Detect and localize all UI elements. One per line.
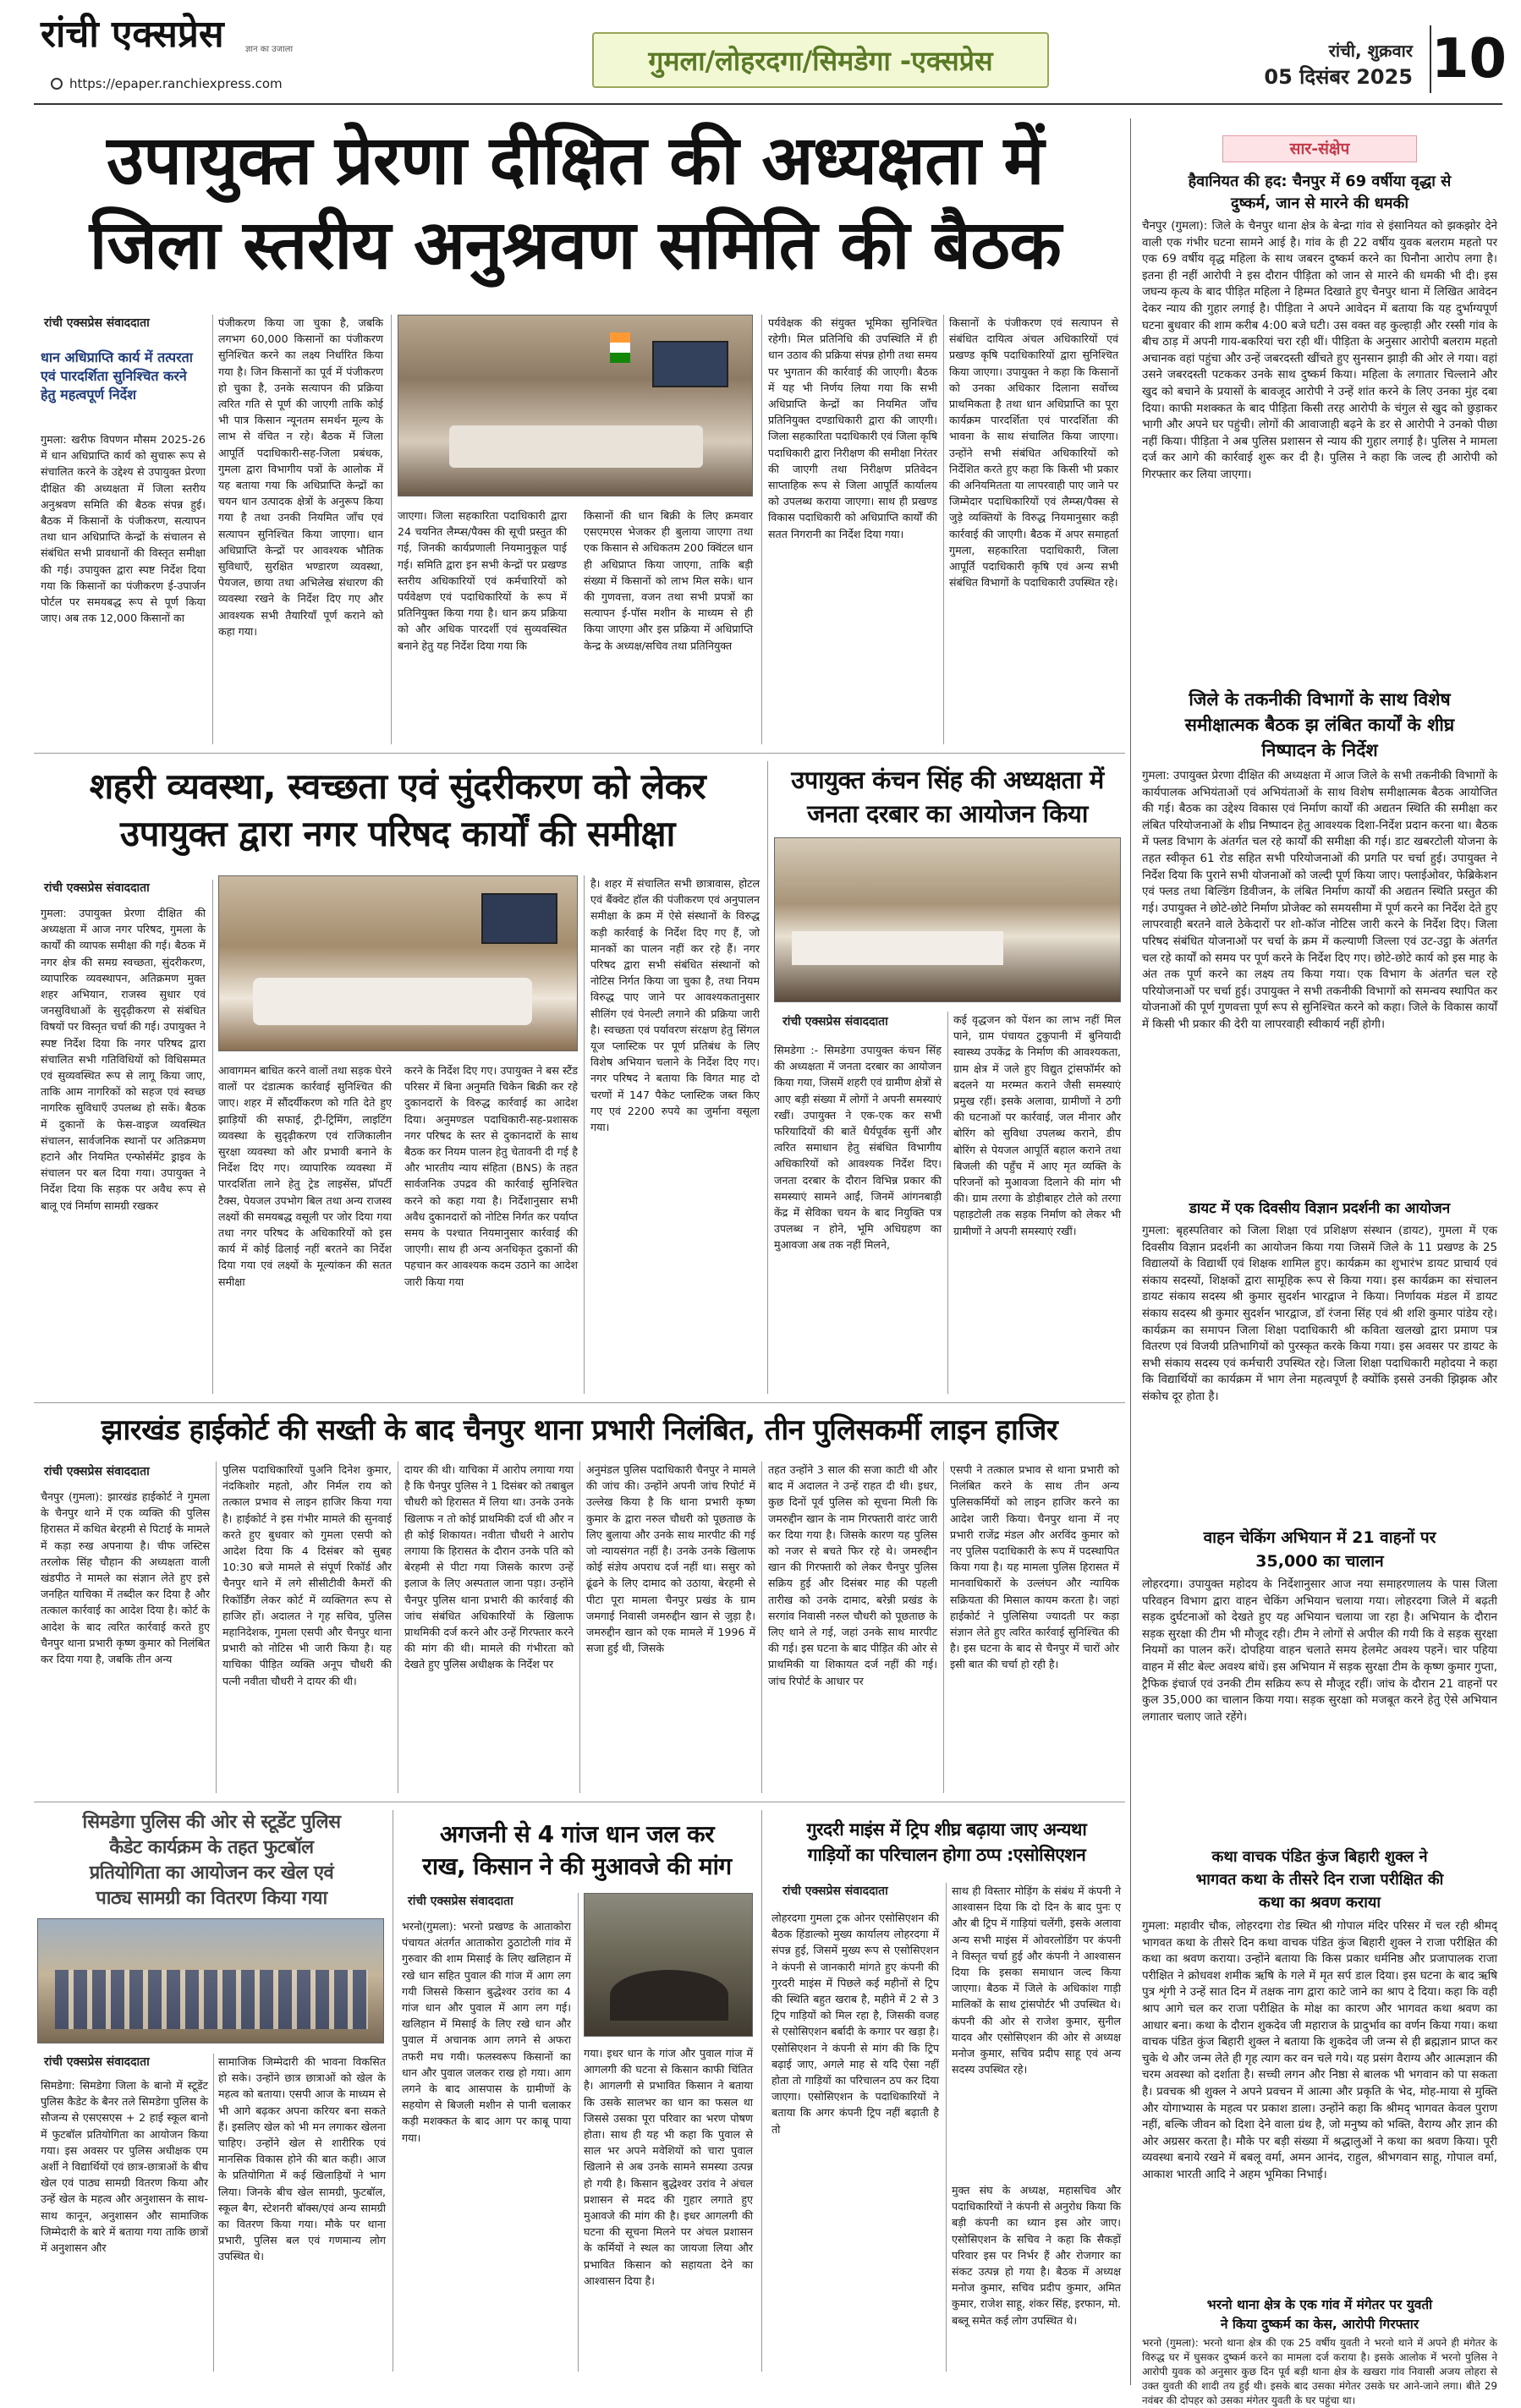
col-divider xyxy=(761,1462,762,1793)
story1-col1: गुमला: खरीफ विपणन मौसम 2025-26 में धान अधिप्राप्ति कार्य को सुचारू रूप से संचालित करने के उद्देश्य से उपायुक्त प्रेरणा दीक्षित की अध्यक्षता में जिला स्तरीय अनुश्रवण समिति की बैठक संपन्न हुई। बैठक में किसानों के पंजीकरण, सत्यापन तथा धान अधिप्राप्ति केन्द्रों के संचालन से संबंधित सभी प्रावधानों की विस्तृत समीक्षा की गई। उपायुक्त द्वारा स्पष्ट निर्देश दिया गया कि किसानों का पंजीकरण ई-उपार्जन पोर्टल पर समयबद्ध रूप से पूर्ण किया जाए। अब तक 12,000 किसानों का xyxy=(41,433,206,625)
masthead-rule xyxy=(34,103,1502,105)
sidebar-n4-headline-line1: वाहन चेकिंग अभियान में 21 वाहनों पर xyxy=(1203,1528,1436,1547)
col-divider xyxy=(947,1012,948,1394)
meeting-table-shape xyxy=(449,425,703,468)
story6-headline xyxy=(399,1818,755,1883)
sidebar-n5-headline-line1: कथा वाचक पंडित कुंज बिहारी शुक्ल ने xyxy=(1211,1848,1428,1866)
section-rule xyxy=(34,753,1125,754)
story2-col1: गुमला: उपायुक्त प्रेरणा दीक्षित की अध्यक्षता में आज नगर परिषद, गुमला के कार्यों की व्यापक समीक्षा की गई। बैठक में नगर क्षेत्र की समग्र स्वच्छता, सुंदरीकरण, व्यापारिक व्यवस्थापन, अतिक्रमण मुक्त शहर अभियान, राजस्व सुधार एवं जनसुविधाओं के सुदृढ़ीकरण से संबंधित विषयों पर विस्तृत चर्चा की गई। उपायुक्त ने स्पष्ट निर्देश दिया कि नगर परिषद द्वारा संचालित सभी गतिविधियों को विधिसम्मत एवं सुव्यवस्थित रूप से लागू किया जाए, ताकि आम नागरिकों को सहज एवं स्वच्छ नागरिक सुविधाएँ उपलब्ध हो सकें। बैठक में दुकानों के फेस-वाइज व्यवस्थित संचालन, सार्वजनिक स्थानों पर अतिक्रमण हटाने और नियमित एन्फोर्समेंट ड्राइव के संचालन पर बल दिया गया। उपायुक्त ने निर्देश दिया कि सड़क पर अवैध रूप से बालू एवं निर्माण सामग्री रखकर xyxy=(41,907,206,1212)
story5-photo xyxy=(37,1918,384,2043)
masthead xyxy=(0,0,1521,101)
col-divider xyxy=(946,1883,947,2372)
sidebar-n4-body: लोहरदगा। उपायुक्त महोदय के निर्देशानुसार आज नया समाहरणालय के पास जिला परिवहन विभाग द्वारा वाहन चेकिंग अभियान चलाया गया। लोहरदगा जिले में बढ़ती सड़क दुर्घटनाओं को देखते हुए यह अभियान चलाया जा रहा है। अभियान के दौरान सड़क सुरक्षा की टीम भी मौजूद रही। टीम ने लोगों से अपील की गयी कि वे सड़क सुरक्षा नियमों का पालन करें। दोपहिया वाहन चलाते समय हेलमेट अवश्य पहनें। चार पहिया वाहन में सीट बेल्ट अवश्य बांधें। इस अभियान में सड़क सुरक्षा टीम के कृष्ण कुमार गुप्ता, ट्रैफिक इंचार्ज एवं उनकी टीम सक्रिय रूप से मौजूद रहीं। जांच के दौरान 21 वाहनों पर कुल 35,000 का चालान किया गया। सड़क सुरक्षा को मजबूत करने हेतु ऐसे अभियान लगातार चलाए जाते रहेंगे। xyxy=(1142,1578,1497,1724)
story4-col1: चैनपुर (गुमला): झारखंड हाईकोर्ट ने गुमला के चैनपुर थाने में एक व्यक्ति की पुलिस हिरासत में कथित बेरहमी से पिटाई के मामले में कड़ा रुख अपनाया है। चीफ जस्टिस तरलोक सिंह चौहान की अध्यक्षता वाली खंडपीठ ने मामले का संज्ञान लेते हुए इसे जनहित याचिका में तब्दील कर दिया है और तत्काल कार्रवाई का आदेश दिया है। कोर्ट के आदेश के बाद त्वरित कार्रवाई करते हुए चैनपुर थाना प्रभारी कृष्ण कुमार को निलंबित कर दिया गया है, जबकि तीन अन्य xyxy=(41,1490,210,1666)
sidebar-n3-headline: डायट में एक दिवसीय विज्ञान प्रदर्शनी का आयोजन xyxy=(1189,1200,1451,1217)
sidebar-n6-body: भरनो (गुमला): भरनो थाना क्षेत्र की एक 25 वर्षीय युवती ने भरनो थाने में अपने ही मंगेतर के विरुद्ध घर में घुसकर दुष्कर्म करने का मामला दर्ज कराया है। इसके आलोक में भरनो पुलिस ने आरोपी युवक को अनुसार कुछ दिन पूर्व बड़ी थाना क्षेत्र के खखरा गांव निवासी अजय लोहरा से उक्त युवती की शादी तय हुई थी। इसके बाद उसका मंगेतर उसके घर आने-जाने लगा। बीते 29 नवंबर की दोपहर को उसका मंगेतर युवती के घर पहुंचा था। xyxy=(1142,2337,1497,2406)
story7-col1: लोहरदगा गुमला ट्रक ओनर एसोसिएशन की बैठक हिंडाल्को मुख्य कार्यालय लोहरदगा में संपन्न हुई, जिसमें मुख्य रूप से एसोसिएशन ने कंपनी से जानकारी मांगते हुए कंपनी की गुरदरी माइंस में पिछले कई महीनों से ट्रिप की स्थिति बहुत खराब है, महीने में 2 से 3 ट्रिप गाड़ियों को मिल रहा है, जिसकी वजह से एसोसिएशन बर्बादी के कगार पर खड़ा है। एसोसिएशन ने कंपनी से मांग की कि ट्रिप बढ़ाई जाए, अगले माह से यदि ऐसा नहीं होता तो गाड़ियों का परिचालन ठप कर दिया जाएगा। एसोसिएशन के पदाधिकारियों ने बताया कि अगर कंपनी ट्रिप नहीं बढ़ाती है तो xyxy=(771,1912,939,2136)
story2-photo xyxy=(218,875,578,1051)
sidebar-n6-headline-line1: भरनो थाना क्षेत्र के एक गांव में मंगेतर पर युवती xyxy=(1206,2297,1433,2312)
col-divider xyxy=(213,2054,214,2372)
story3-headline-line2: जनता दरबार का आयोजन किया xyxy=(807,799,1088,828)
story3-col1: सिमडेगा :- सिमडेगा उपायुक्त कंचन सिंह की अध्यक्षता में जनता दरबार का आयोजन किया गया, जिसमें शहरी एवं ग्रामीण क्षेत्रों से आए बड़ी संख्या में लोगों ने अपनी समस्याएं रखीं। उपायुक्त ने एक-एक कर सभी फरियादियों की बातें धैर्यपूर्वक सुनीं और त्वरित समाधान हेतु संबंधित विभागीय अधिकारियों को आवश्यक निर्देश दिए। जनता दरबार के दौरान विभिन्न प्रकार की समस्याएं सामने आईं, जिनमें आंगनबाड़ी केंद्र में सेविका चयन के बाद नियुक्ति पत्र उपलब्ध न होने, भूमि अधिग्रहण का मुआवजा अब तक नहीं मिलने, xyxy=(774,1044,942,1252)
city-day: रांची, शुक्रवार xyxy=(1328,41,1413,61)
col-divider xyxy=(943,1462,944,1793)
page-number: 10 xyxy=(1430,25,1502,93)
story1-photo xyxy=(398,315,753,496)
sidebar-n6-headline xyxy=(1138,2296,1502,2334)
story4-col6: एसपी ने तत्काल प्रभाव से थाना प्रभारी को निलंबित करने के साथ तीन अन्य पुलिसकर्मियों को लाइन हाजिर करने का आदेश जारी किया। चैनपुर थाना में नए प्रभारी राजेंद्र मंडल और अरविंद कुमार को नए पुलिस पदाधिकारी के रूप में पदस्थापित किया गया है। यह मामला पुलिस हिरासत में मानवाधिकारों के उल्लंघन और न्यायिक सक्रियता की मिसाल कायम करता है। जहां हाईकोर्ट ने पुलिसिया ज्यादती पर कड़ा संज्ञान लेते हुए त्वरित कार्रवाई सुनिश्चित की है। इस घटना के बाद से चैनपुर में चारों ओर इसी बात की चर्चा हो रही है। xyxy=(950,1463,1119,1671)
screen-shape xyxy=(481,893,557,944)
col-divider xyxy=(216,1462,217,1793)
story6-photo xyxy=(584,1893,753,2037)
sidebar-n1-body: चैनपुर (गुमला): जिले के चैनपुर थाना क्षेत्र के बेन्द्रा गांव से इंसानियत को झकझोर देने वाली एक गंभीर घटना सामने आई है। गांव के ही 22 वर्षीय युवक बलराम महतो पर एक 69 वर्षीय वृद्ध महिला के साथ जबरन दुष्कर्म करने का घिनौना आरोप लगा है। इतना ही नहीं आरोपी ने इस दौरान पीड़िता को जान से मारने की धमकी भी दी। इस जघन्य कृत्य के बाद पीड़ित महिला ने हिम्मत दिखाते हुए चैनपुर थाना में लिखित आवेदन देकर न्याय की गुहार लगाई है। पीड़िता ने अपने आवेदन में बताया कि यह दुर्भाग्यपूर्ण घटना बुधवार की शाम करीब 4:00 बजे घटी। उस वक्त वह कुल्हाड़ी और रस्सी गांव के बीच ठाड़ में अपनी गाय-बकरियां चरा रही थीं। पीड़िता के अनुसार आरोपी बलराम महतो अचानक वहां पहुंचा और उन्हें जबरदस्ती खींचते हुए सुनसान झाड़ी की ओर ले गया। वहां उसने जबरदस्ती पटककर उनके साथ दुष्कर्म किया। महिला के लगातार चिल्लाने और खुद को बचाने के प्रयासों के बावजूद आरोपी ने उन्हें शांत करने के लिए उनका मुंह दबा दिया। काफी मशक्कत के बाद पीड़िता किसी तरह आरोपी के चंगुल से खुद को छुड़ाकर भागी और अपने घर पहुंची। लोगों की आवाजाही बढ़ने के डर से आरोपी ने उनको पीछा नहीं किया। पीड़िता ने अब पुलिस प्रशासन से न्याय की गुहार लगाई है। पुलिस ने मामला दर्ज कर आगे की कार्रवाई शुरू कर दी है। पुलिस ने कहा कि जल्द ही आरोपी को गिरफ्तार कर लिया जाएगा। xyxy=(1142,220,1497,481)
story4-col5: तहत उन्होंने 3 साल की सजा काटी थी और बाद में अदालत ने उन्हें राहत दी थी। इधर, कुछ दिनों पूर्व पुलिस को सूचना मिली कि जमरुद्दीन खान के नाम गिरफ्तारी वारंट जारी कर दिया गया है। जिसके कारण यह पुलिस को नजर से बचते फिर रहे थे। जमरुद्दीन खान की गिरफ्तारी को लेकर चैनपुर पुलिस सक्रिय हुई और दिसंबर माह की पहली तारीख को उनके दामाद, बरेन्नी प्रखंड के सरगांव निवासी नरुल चौधरी को पूछताछ के लिए थाने ले गई, जहां उनके साथ मारपीट की गई। इस घटना के बाद पीड़ित की ओर से प्राथमिकी या शिकायत दर्ज नहीं की गई। जांच रिपोर्ट के आधार पर xyxy=(768,1463,937,1687)
story2-byline: रांची एक्सप्रेस संवाददाता xyxy=(44,881,150,895)
flag-shape xyxy=(610,332,630,363)
sidebar-n2-headline-line3: निष्पादन के निर्देश xyxy=(1261,740,1378,760)
sidebar-n2-headline-line2: समीक्षात्मक बैठक झ लंबित कार्यों के शीघ्र xyxy=(1184,715,1455,735)
col-divider xyxy=(391,315,392,744)
story6-col2: गया। इधर धान के गांज और पुवाल गांज में आगलगी की घटना से किसान काफी चिंतित है। आगलगी से प्रभावित किसान ने बताया कि उसके सालभर का धान का फसल था जिससे उसका पूरा परिवार का भरण पोषण होता। साथ ही यह भी कहा कि पुवाल से साल भर अपने मवेशियों को चारा पुवाल खिलाने से अब उनके सामने समस्या उत्पन्न हो गयी है। किसान बुद्धेश्वर उरांव ने अंचल प्रशासन से मदद की गुहार लगाते हुए मुआवजे की मांग की है। इधर आगलगी की घटना की सूचना मिलने पर अंचल प्रशासन के कर्मियों ने स्थल का जायजा लिया और प्रभावित किसान को सहायता देने का आश्वासन दिया है। xyxy=(584,2047,753,2287)
story4-col3: दायर की थी। याचिका में आरोप लगाया गया है कि चैनपुर पुलिस ने 1 दिसंबर को तबाबुल चौधरी को हिरासत में लिया था। उनके उनके खिलाफ न तो कोई प्राथमिकी दर्ज थी और न ही कोई शिकायत। नवीता चौधरी ने आरोप लगाया कि हिरासत के दौरान उनके पति को बेरहमी से पीटा गया जिसके कारण उन्हें इलाज के लिए अस्पताल जाना पड़ा। उन्होंने चैनपुर पुलिस थाना प्रभारी की कार्रवाई की जांच संबंधित अधिकारियों के खिलाफ प्राथमिकी दर्ज करने और उन्हें गिरफ्तार करने की मांग की थी। मामले की गंभीरता को देखते हुए पुलिस अधीक्षक के निर्देश पर xyxy=(404,1463,574,1671)
story3-col2: कई वृद्धजन को पेंशन का लाभ नहीं मिल पाने, ग्राम पंचायत टुकुपानी में बुनियादी स्वास्थ्य उपकेंद्र के निर्माण की आवश्यकता, ग्राम क्षेत्र में जले हुए विद्युत ट्रांसफॉर्मर को बदलने या मरम्मत कराने जैसी समस्याएं प्रमुख रहीं। इसके अलावा, ग्रामीणों ने ठगी की घटनाओं पर कार्रवाई, जल मीनार और बोरिंग को सुविधा उपलब्ध कराने, डीप बोरिंग से पेयजल आपूर्ति बहाल कराने तथा बिजली की पहुँच में आए मृत व्यक्ति के परिजनों को मुआवजा दिलाने की मांग भी की। ग्राम तरगा के डोड़ीबाहर टोले को तरगा पहाड़टोली तक सड़क निर्माण को लेकर भी ग्रामीणों ने अपनी समस्याएं रखीं। xyxy=(953,1013,1121,1237)
story1-subhead: धान अधिप्राप्ति कार्य में तत्परता एवं पारदर्शिता सुनिश्चित करने हेतु महत्वपूर्ण निर्देश xyxy=(41,349,193,403)
col-divider xyxy=(212,315,213,744)
sidebar-n2-body: गुमला: उपायुक्त प्रेरणा दीक्षित की अध्यक्षता में आज जिले के सभी तकनीकी विभागों के कार्यपालक अभियंताओं एवं अभियंताओं के साथ विशेष समीक्षात्मक बैठक आयोजित की गई। बैठक का उद्देश्य विकास एवं निर्माण कार्यों की अद्यतन स्थिति की समीक्षा कर लंबित परियोजनाओं के शीघ्र निष्पादन हेतु आवश्यक दिशा-निर्देश प्रदान करना था। बैठक में फ्लड विभाग के अंतर्गत चल रहे कार्यों की समीक्षा की गई। डाट खबरटोली योजना के तहत स्वीकृत 61 रोड सहित सभी परियोजनाओं की प्रगति पर चर्चा हुई। उपायुक्त ने निर्देश दिया कि पुराने सभी योजनाओं को जल्दी पूर्ण किया जाए। फ्लाईओवर, फेब्रिकेशन एवं फ्लड तथा बिल्डिंग डिवीजन, के लंबित निर्माण कार्यों की अद्यतन स्थिति प्रस्तुत की गई। उपायुक्त ने छोटे-छोटे निर्माण प्रोजेक्ट को समयसीमा में पूर्ण करने का निर्देश देते हुए लापरवाही बरतने वाले ठेकेदारों पर शो-कॉज नोटिस जारी करने के निर्देश दिए। जिला परिषद संबंधित योजनाओं पर चर्चा के क्रम में कल्याणी जिल्ला एवं उट-उट्ठा के अंतर्गत चल रहे कार्यों को समय पर पूर्ण करने के निर्देश दिए गए। छोटे-छोटे कार्य को इस माह के अंत तक पूर्ण करने का लक्ष्य तय किया गया। एक विभाग के अंतर्गत चल रहे परियोजनाओं पर चर्चा हुई। उपायुक्त ने सभी तकनीकी विभागों को समन्वय स्थापित कर योजनाओं की पूर्ण गुणवत्ता पूर्ण रूप से सुनिश्चित करने को कहा। जिले के विकास कार्यों में किसी भी प्रकार की देरी या लापरवाही स्वीकार्य नहीं होगी। xyxy=(1142,770,1497,1031)
story2-headline-line2: उपायुक्त द्वारा नगर परिषद कार्यों की समीक्षा xyxy=(120,813,675,854)
col-divider xyxy=(578,1893,579,2372)
desk-shape xyxy=(792,931,1003,965)
col-divider xyxy=(212,880,213,1394)
sidebar-n6-headline-line2: ने किया दुष्कर्म का केस, आरोपी गिरफ्तार xyxy=(1220,2317,1419,2332)
story1-col6: किसानों के पंजीकरण एवं सत्यापन से संबंधित दायित्व अंचल अधिकारियों एवं प्रखण्ड कृषि पदाधिकारियों द्वारा सुनिश्चित किया जाएगा। उपायुक्त ने कहा कि किसानों को उनका अधिकार दिलाना सर्वोच्च प्राथमिकता है तथा धान अधिप्राप्ति का पूरा कार्यक्रम पारदर्शिता एवं पारदर्शिता की भावना के साथ संचालित किया जाएगा। उन्होंने सभी संबंधित अधिकारियों को निर्देशित करते हुए कहा कि किसी भी प्रकार की अनियमितता या लापरवाही पाए जाने पर जिम्मेदार पदाधिकारियों एवं लैम्प्स/पैक्स से जुड़े व्यक्तियों के विरुद्ध नियमानुसार कड़ी कार्रवाई की जाएगी। बैठक में अपर समाहर्ता गुमला, सहकारिता पदाधिकारी, जिला आपूर्ति पदाधिकारी कृषि एवं अन्य सभी संबंधित विभागों के पदाधिकारी उपस्थित रहे। xyxy=(949,316,1118,590)
sidebar-label: सार-संक्षेप xyxy=(1222,135,1417,162)
students-group-shape xyxy=(55,1970,368,2029)
story1-col4: किसानों की धान बिक्री के लिए क्रमवार एसएमएस भेजकर ही बुलाया जाएगा तथा एक किसान से अधिकतम 200 क्विंटल धान ही अधिप्राप्त किया जाएगा, ताकि बड़ी संख्या में किसानों को लाभ मिल सके। धान की गुणवत्ता, वजन तथा सभी प्रपत्रों का सत्यापन ई-पॉस मशीन के माध्यम से ही किया जाएगा और इस प्रक्रिया में अधिप्राप्ति केन्द्र के अध्यक्ष/सचिव तथा प्रतिनियुक्त xyxy=(584,509,753,652)
sidebar-n1-headline-line2: दुष्कर्म, जान से मारने की धमकी xyxy=(1230,195,1409,212)
story7-headline-line1: गुरदरी माइंस में ट्रिप शीघ्र बढ़ाया जाए अन्यथा xyxy=(806,1819,1087,1840)
story3-photo xyxy=(774,837,1121,1002)
sidebar-n4-headline-line2: 35,000 का चालान xyxy=(1255,1552,1384,1571)
sidebar xyxy=(1138,118,1502,2406)
story5-headline-line1: सिमडेगा पुलिस की ओर से स्टूडेंट पुलिस xyxy=(82,1812,341,1833)
story5-headline-line4: पाठ्य सामग्री का वितरण किया गया xyxy=(96,1888,327,1909)
story5-col1: सिमडेगा: सिमडेगा जिला के बानो में स्टूडेंट पुलिस कैडेट के बैनर तले सिमडेगा पुलिस के सौजन्य से एसएसएस + 2 हाई स्कूल बानो में फुटबॉल प्रतियोगिता का आयोजन किया गया। इस अवसर पर पुलिस अधीक्षक एम अर्शी ने विद्यार्थियों एवं छात्र-छात्राओं के बीच खेल एवं पाठ्य सामग्री वितरण किया और उन्हें खेल के महत्व और अनुशासन के साथ-साथ कानून, अनुशासन और सामाजिक जिम्मेदारी के बारे में बताया गया ताकि छात्रों में अनुशासन और xyxy=(41,2079,208,2255)
story7-headline-line2: गाड़ियों का परिचालन होगा ठप्प :एसोसिएशन xyxy=(807,1845,1086,1865)
story5-col2: सामाजिक जिम्मेदारी की भावना विकसित हो सके। उन्होंने छात्र छात्राओं को खेल के महत्व को बताया। एसपी आज के माध्यम से भी आगे बढ़कर अपना करियर बना सकते हैं। इसलिए खेल को भी मन लगाकर खेलना चाहिए। उन्होंने खेल से शारीरिक एवं मानसिक विकास होने की बात कही। आज के प्रतियोगिता में कई खिलाड़ियों ने भाग लिया। जिनके बीच खेल सामग्री, फुटबॉल, स्कूल बैग, स्टेशनरी बॉक्स/एवं अन्य सामग्री का वितरण किया गया। मौके पर थाना प्रभारी, पुलिस बल एवं गणमान्य लोग उपस्थित थे। xyxy=(218,2055,386,2263)
paper-tagline: ज्ञान का उजाला xyxy=(245,45,294,54)
story7-col2: साथ ही विस्तार मोड़िंग के संबंध में कंपनी ने आश्वासन दिया कि दो दिन के बाद पुनः ए और बी ट्रिप में गाड़ियां चलेंगी, इसके अलावा अन्य सभी माइंस में ओवरलोडिंग पर कंपनी ने विस्तृत चर्चा हुई और कंपनी ने आश्वासन दिया कि इसका समाधान जल्द किया जाएगा। बैठक में जिले के अधिकांश गाड़ी मालिकों के साथ ट्रांसपोर्टर भी उपस्थित थे। कंपनी की ओर से राजेश कुमार, सुनील यादव और एसोसिएशन की ओर से अध्यक्ष मनोज कुमार, सचिव प्रदीप साहू एवं अन्य सदस्य उपस्थित रहे। xyxy=(952,1884,1121,2076)
sidebar-n5-headline-line3: कथा का श्रवण कराया xyxy=(1259,1894,1381,1912)
story5-byline: रांची एक्सप्रेस संवाददाता xyxy=(44,2055,150,2069)
story7-headline xyxy=(768,1817,1125,1868)
story6-headline-line2: राख, किसान ने की मुआवजे की मांग xyxy=(422,1852,732,1880)
story1-byline: रांची एक्सप्रेस संवाददाता xyxy=(44,316,150,330)
paper-logo: रांची एक्सप्रेस xyxy=(41,13,224,56)
section-banner: गुमला/लोहरदगा/सिमडेगा -एक्सप्रेस xyxy=(592,32,1049,88)
ash-heap-shape xyxy=(610,1970,728,2021)
story1-headline-line2: जिला स्तरीय अनुश्रवण समिति की बैठक xyxy=(89,206,1062,284)
sidebar-divider xyxy=(1130,118,1131,2385)
story1-col2: पंजीकरण किया जा चुका है, जबकि लगभग 60,000 किसानों का पंजीकरण सुनिश्चित करने का लक्ष्य निर्धारित किया गया है। जिन किसानों का पूर्व में पंजीकरण हो चुका है, उनके सत्यापन की प्रक्रिया त्वरित गति से पूर्ण की जाएगी ताकि कोई भी पात्र किसान न्यूनतम समर्थन मूल्य के लाभ से वंचित न रहे। बैठक में जिला आपूर्ति पदाधिकारी-सह-जिला प्रबंधक, गुमला द्वारा विभागीय पत्रों के आलोक में यह बताया गया कि अधिप्राप्ति केन्द्रों का चयन धान उत्पादक क्षेत्रों के अनुरूप किया गया है तथा उनकी नियमित जाँच एवं सत्यापन सुनिश्चित किया जाएगा। धान अधिप्राप्ति केन्द्रों पर आवश्यक भौतिक सुविधाएँ, सुरक्षित भण्डारण व्यवस्था, पेयजल, छाया तथा अभिलेख संधारण की व्यवस्था रखने के निर्देश दिए गए और आवश्यक सभी तैयारियाँ पूर्ण कराने को कहा गया। xyxy=(218,316,383,638)
story7-byline: रांची एक्सप्रेस संवाददाता xyxy=(782,1884,888,1898)
story6-headline-line1: अगजनी से 4 गांज धान जल कर xyxy=(439,1820,715,1848)
story5-headline-line3: प्रतियोगिता का आयोजन कर खेल एवं xyxy=(89,1862,334,1884)
story5-headline-line2: कैडेट कार्यक्रम के तहत फुटबॉल xyxy=(109,1837,314,1858)
story3-byline: रांची एक्सप्रेस संवाददाता xyxy=(782,1015,888,1028)
sidebar-n2-headline-line1: जिले के तकनीकी विभागों के साथ विशेष xyxy=(1189,689,1451,710)
col-divider xyxy=(767,761,768,1394)
story3-headline xyxy=(774,763,1121,831)
sidebar-n1-headline xyxy=(1138,171,1502,215)
sidebar-n5-body: गुमला: महावीर चौक, लोहरदगा रोड स्थित श्री गोपाल मंदिर परिसर में चल रही श्रीमद् भागवत कथा के तीसरे दिन कथा वाचक पंडित कुंज बिहारी शुक्ल ने राजा परीक्षित की कथा का श्रवण कराया। उन्होंने बताया कि किस प्रकार धर्मनिष्ठ और प्रजापालक राजा परीक्षित ने क्रोधवश शमीक ऋषि के गले में मृत सर्प डाल दिया। इस घटना के बाद ऋषि पुत्र शृंगी ने उन्हें सात दिन में तक्षक नाग द्वारा काटे जाने का श्राप दे दिया। कहा कि वही श्राप आगे चल कर राजा परीक्षित के मोक्ष का कारण और भागवत कथा श्रवण का आधार बना। कथा के दौरान शुकदेव जी महाराज के प्रादुर्भाव का वर्णन किया गया। कथा वाचक पंडित कुंज बिहारी शुक्ल ने बताया कि शुकदेव जी जन्म से ही ब्रह्मज्ञान प्राप्त कर चुके थे और जन्म लेते ही गृह त्याग कर वन चले गये। यह प्रसंग वैराग्य और आत्मज्ञान की चरम अवस्था को दर्शाता है। सच्ची लगन और निष्ठा से बालक भी भगवान को पा सकता है। प्रवचक श्री शुक्ल ने अपने प्रवचन में आत्मा और प्रकृति के भेद, मोह-माया से मुक्ति और योगाभ्यास के महत्व पर प्रकाश डाला। उन्होंने कहा कि श्रीमद् भागवत केवल पुराण नहीं, बल्कि जीवन को दिशा देने वाला ग्रंथ है, जो मनुष्य को भक्ति, वैराग्य और ज्ञान की ओर अग्रसर करता है। मौके पर बड़ी संख्या में श्रद्धालुओं ने कथा का श्रवण किया। पूरी व्यवस्था बनाये रखने में बबलू वर्मा, अमन आनंद, राहुल, श्रीभगवान साहू, गोपाल वर्मा, आकाश भारती आदि ने अहम भूमिका निभाई। xyxy=(1142,1920,1497,2181)
epaper-url[interactable]: https://epaper.ranchiexpress.com xyxy=(69,76,283,91)
story4-col2: पुलिस पदाधिकारियों पुअनि दिनेश कुमार, नंदकिशोर महतो, और निर्मल राय को तत्काल प्रभाव से लाइन हाजिर किया गया है। हाईकोर्ट ने इस गंभीर मामले की सुनवाई करते हुए बुधवार को गुमला एसपी को आदेश दिया कि 4 दिसंबर को सुबह 10:30 बजे मामले से संपूर्ण रिकॉर्ड और चैनपुर थाने में लगे सीसीटीवी कैमरों की रिकॉर्डिंग लेकर कोर्ट में व्यक्तिगत रूप से हाजिर हों। अदालत ने गृह सचिव, पुलिस महानिदेशक, गुमला एसपी और चैनपुर थाना प्रभारी को नोटिस भी जारी किया है। यह याचिका पीड़ित व्यक्ति अनूप चौधरी की पत्नी नवीता चौधरी ने दायर की थी। xyxy=(222,1463,392,1687)
sidebar-n5-headline xyxy=(1138,1846,1502,1914)
col-divider xyxy=(761,315,762,744)
globe-icon xyxy=(51,78,63,90)
story1-headline xyxy=(25,118,1125,288)
story7-col3: मुक्त संघ के अध्यक्ष, महासचिव और पदाधिकारियों ने कंपनी से अनुरोध किया कि बड़ी कंपनी का ध्यान इस ओर जाए। एसोसिएशन के सचिव ने कहा कि सैकड़ों परिवार इस पर निर्भर हैं और रोजगार का संकट उत्पन्न हो गया है। बैठक में अध्यक्ष मनोज कुमार, सचिव प्रदीप कुमार, अमित कुमार, राजेश साहू, शंकर सिंह, इरफान, मो. बब्लू समेत कई लोग उपस्थित थे। xyxy=(952,2184,1121,2327)
meeting-table-shape xyxy=(253,978,532,1025)
story2-col2: आवागमन बाधित करने वालों तथा सड़क घेरने वालों पर दंडात्मक कार्रवाई सुनिश्चित की जाए। शहर में सौंदर्यीकरण को गति देते हुए झाड़ियों की सफाई, ट्री-ट्रिमिंग, लाइटिंग व्यवस्था के सुदृढ़ीकरण एवं राजिकालीन सुरक्षा व्यवस्था को और प्रभावी बनाने के निर्देश दिए गए। व्यापारिक व्यवस्था में पारदर्शिता लाने हेतु ट्रेड लाइसेंस, प्रॉपर्टी टैक्स, पेयजल उपभोग बिल तथा अन्य राजस्व लक्ष्यों की समयबद्ध वसूली पर जोर दिया गया तथा नगर परिषद के अधिकारियों को इस कार्य में कोई ढिलाई नहीं बरतने का निर्देश दिया गया एवं लक्ष्यों के मूल्यांकन की सतत समीक्षा xyxy=(218,1064,392,1288)
story4-byline: रांची एक्सप्रेस संवाददाता xyxy=(44,1465,150,1478)
story6-byline: रांची एक्सप्रेस संवाददाता xyxy=(408,1895,513,1908)
col-divider xyxy=(579,1462,580,1793)
story2-col4: है। शहर में संचालित सभी छात्रावास, होटल एवं बैंक्वेट हॉल की पंजीकरण एवं अनुपालन समीक्षा के क्रम में ऐसे संस्थानों के विरुद्ध कड़ी कार्रवाई के निर्देश दिए गए हैं, जो मानकों का पालन नहीं कर रहे हैं। नगर परिषद द्वारा सभी संबंधित संस्थानों को नोटिस निर्गत किया जा चुका है, तथा नियम विरुद्ध पाए जाने पर आवश्यकतानुसार सीलिंग एवं पेनल्टी लगाने की प्रक्रिया जारी है। स्वच्छता एवं पर्यावरण संरक्षण हेतु सिंगल यूज प्लास्टिक पर पूर्ण प्रतिबंध के लिए विशेष अभियान चलाने के निर्देश दिए गए। नगर परिषद ने बताया कि विगत माह दो चरणों में 147 पैकेट प्लास्टिक जब्त किए गए एवं 2200 रुपये का जुर्माना वसूला गया। xyxy=(590,877,760,1134)
col-divider xyxy=(761,1810,762,2372)
story3-headline-line1: उपायुक्त कंचन सिंह की अध्यक्षता में xyxy=(791,765,1104,794)
story2-col3: करने के निर्देश दिए गए। उपायुक्त ने बस स्टैंड परिसर में बिना अनुमति चिकेन बिक्री कर रहे दुकानदारों के विरुद्ध कार्रवाई का आदेश दिया। अनुमण्डल पदाधिकारी-सह-प्रशासक नगर परिषद के स्तर से दुकानदारों के साथ बैठक कर नियम पालन हेतु चेतावनी दी गई है और भारतीय न्याय संहिता (BNS) के तहत सार्वजनिक उपद्रव की कार्रवाई सुनिश्चित करने को कहा गया है। निर्देशानुसार सभी अवैध दुकानदारों को नोटिस निर्गत कर पर्याप्त समय के पश्चात नियमानुसार कार्रवाई की जाएगी। साथ ही अन्य अनधिकृत दुकानों की पहचान कर आवश्यक कदम उठाने का आदेश जारी किया गया xyxy=(404,1064,578,1288)
sidebar-n4-headline xyxy=(1138,1526,1502,1573)
story4-col4: अनुमंडल पुलिस पदाधिकारी चैनपुर ने मामले की जांच की। उन्होंने अपनी जांच रिपोर्ट में उल्लेख किया है कि थाना प्रभारी कृष्ण कुमार के द्वारा नरुल चौधरी को पूछताछ के लिए बुलाया और उनके साथ मारपीट की गई जो न्यायसंगत नहीं है। उनके उनके खिलाफ कोई संज्ञेय अपराध दर्ज नहीं था। ससुर को ढूंढने के लिए दामाद को उठाया, बेरहमी से पीटा पूरा मामला चैनपुर प्रखंड के ग्राम जमगाई निवासी जमरुद्दीन खान से जुड़ा है। जमरुद्दीन खान को एक मामले में 1996 में सजा हुई थी, जिसके xyxy=(586,1463,755,1655)
sidebar-n5-headline-line2: भागवत कथा के तीसरे दिन राजा परीक्षित की xyxy=(1195,1871,1444,1889)
story1-col5: पर्यवेक्षक की संयुक्त भूमिका सुनिश्चित रहेगी। मिल प्रतिनिधि की उपस्थिति में ही धान उठाव की प्रक्रिया संपन्न होगी तथा समय पर भुगतान की कार्रवाई की जाएगी। बैठक में यह भी निर्णय लिया गया कि सभी अधिप्राप्ति केन्द्रों का नियमित जाँच प्रतिनियुक्त दण्डाधिकारी द्वारा की जाएगी। जिला सहकारिता पदाधिकारी एवं जिला कृषि पदाधिकारी द्वारा निरीक्षण की समीक्षा निरंतर की जाएगी तथा निरीक्षण प्रतिवेदन साप्ताहिक रूप से जिला आपूर्ति कार्यालय को उपलब्ध कराया जाएगा। साथ ही प्रखण्ड विकास पदाधिकारी को अधिप्राप्ति कार्यों की सतत निगरानी का निर्देश दिया गया। xyxy=(768,316,937,540)
story2-headline xyxy=(34,763,761,858)
sidebar-n3-body: गुमला: बृहस्पतिवार को जिला शिक्षा एवं प्रशिक्षण संस्थान (डायट), गुमला में एक दिवसीय विज्ञान प्रदर्शनी का आयोजन किया गया जिसमें जिले के 11 प्रखण्ड के 25 विद्यालयों के विद्यार्थी एवं शिक्षक शामिल हुए। कार्यक्रम का शुभारंभ डायट प्राचार्य एवं संकाय सदस्यों, शिक्षकों द्वारा सामूहिक रूप से किया गया। इस कार्यक्रम का संचालन डायट संकाय सदस्य श्री कुमार सुदर्शन भारद्वाज ने किया। निर्णायक मंडल में डायट संकाय सदस्य श्री कुमार सुदर्शन भारद्वाज, डॉ रंजना सिंह एवं श्री शशि कुमार पांडेय रहे। कार्यक्रम का समापन जिला शिक्षा पदाधिकारी श्री कविता खलखो द्वारा प्रमाण पत्र वितरण एवं विजयी प्रतिभागियों को पुरस्कृत करके किया गया। इस अवसर पर डायट के सभी संकाय सदस्य एवं कर्मचारी उपस्थित रहे। जिला शिक्षा पदाधिकारी महोदया ने कहा कि विद्यार्थियों का कार्यक्रम में भाग लेना महत्वपूर्ण है क्योंकि इससे उनकी झिझक और संकोच दूर होता है। xyxy=(1142,1225,1497,1403)
story4-headline: झारखंड हाईकोर्ट की सख्ती के बाद चैनपुर थाना प्रभारी निलंबित, तीन पुलिसकर्मी लाइन हाजिर xyxy=(101,1413,1058,1447)
col-divider xyxy=(584,875,585,1394)
story6-col1: भरनो(गुमला): भरनो प्रखण्ड के आताकोरा पंचायत अंतर्गत आताकोरा ठुठाटोली गांव में गुरुवार की शाम मिसाई के लिए खलिहान में रखे धान सहित पुवाल की गांज में आग लग गयी जिससे किसान बुद्धेश्वर उरांव का 4 गांज धान और पुवाल में आग लग गई। खलिहान में मिसाई के लिए रखे धान और पुवाल में अचानक आग लगने से अफरा तफरी मच गयी। फलस्वरूप किसानों का धान और पुवाल जलकर राख हो गया। आग लगने के बाद आसपास के ग्रामीणों के सहयोग से बिजली मशीन से पानी चलाकर कड़ी मशक्कत के बाद आग पर काबू पाया गया। xyxy=(402,1920,571,2144)
section-rule xyxy=(34,1402,1125,1403)
col-divider xyxy=(943,315,944,744)
story1-col3: जाएगा। जिला सहकारिता पदाधिकारी द्वारा 24 चयनित लैम्प्स/पैक्स की सूची प्रस्तुत की गई, जिनकी कार्यप्रणाली नियमानुकूल पाई गई। समिति द्वारा इन सभी केन्द्रों पर प्रखण्ड स्तरीय अधिकारियों एवं कर्मचारियों को पर्यवेक्षण एवं पदाधिकारियों के रूप में प्रतिनियुक्त किया गया है। धान क्रय प्रक्रिया को और अधिक पारदर्शी एवं सुव्यवस्थित बनाने हेतु यह निर्देश दिया गया कि xyxy=(398,509,567,652)
screen-shape xyxy=(652,341,728,387)
story5-headline xyxy=(34,1810,389,1912)
story2-headline-line1: शहरी व्यवस्था, स्वच्छता एवं सुंदरीकरण को लेकर xyxy=(89,765,706,807)
story1-headline-line1: उपायुक्त प्रेरणा दीक्षित की अध्यक्षता में xyxy=(107,121,1044,200)
sidebar-n1-headline-line1: हैवानियत की हद: चैनपुर में 69 वर्षीया वृद्धा से xyxy=(1188,173,1452,190)
sidebar-n2-headline xyxy=(1138,687,1502,763)
issue-date: 05 दिसंबर 2025 xyxy=(1264,65,1413,89)
